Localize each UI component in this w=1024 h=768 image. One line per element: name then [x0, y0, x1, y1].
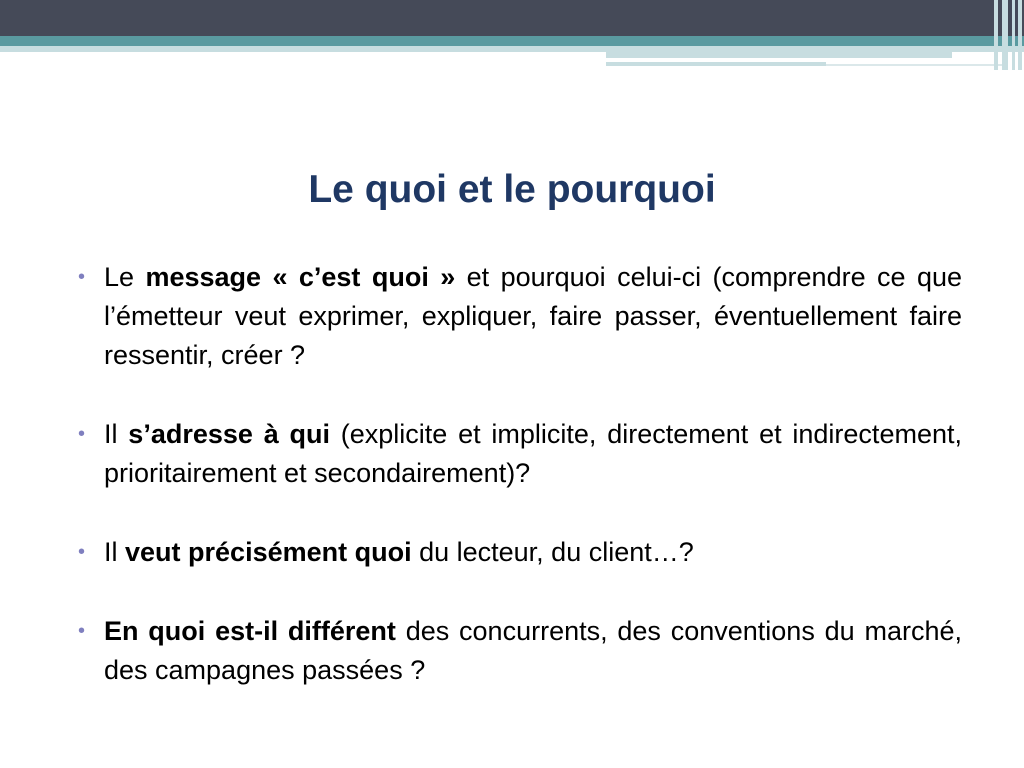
bullet-list — [76, 258, 962, 730]
bullet-marker-icon: • — [78, 541, 86, 563]
bullet-text: et pourquoi celui-ci (comprendre ce que l’émetteur veut exprimer, expliquer, faire passer, éventuellement faire ressentir, créer ? — [104, 262, 962, 370]
bullet-text: Il — [104, 537, 126, 567]
bullet-emphasis: s’adresse à qui — [128, 419, 330, 449]
header-right-stripes — [990, 0, 1024, 70]
bullet-emphasis: message « c’est quoi » — [145, 262, 456, 292]
bullet-item — [76, 258, 962, 375]
bullet-marker-icon: • — [78, 266, 86, 288]
bullet-item — [76, 415, 962, 493]
slide-title: Le quoi et le pourquoi — [308, 168, 716, 211]
bullet-emphasis: veut précisément quoi — [125, 537, 412, 567]
header-accent-line — [606, 52, 952, 58]
header-accent-line — [606, 62, 826, 66]
bullet-emphasis: En quoi est-il différent — [104, 616, 396, 646]
bullet-item — [76, 612, 962, 690]
bullet-text: Il — [104, 419, 129, 449]
bullet-text: Le — [104, 262, 146, 292]
header-accent-line — [826, 64, 1006, 66]
bullet-marker-icon: • — [78, 423, 86, 445]
bullet-text: (explicite et implicite, directement et indirectement, prioritairement et secondairement)? — [104, 419, 962, 488]
bullet-text: du lecteur, du client…? — [411, 537, 694, 567]
bullet-item — [76, 533, 962, 572]
header-dark-bar — [0, 0, 1024, 36]
header-teal-band — [0, 36, 1024, 46]
bullet-marker-icon: • — [78, 620, 86, 642]
bullet-text: des concurrents, des conventions du marché, des campagnes passées ? — [104, 616, 962, 685]
